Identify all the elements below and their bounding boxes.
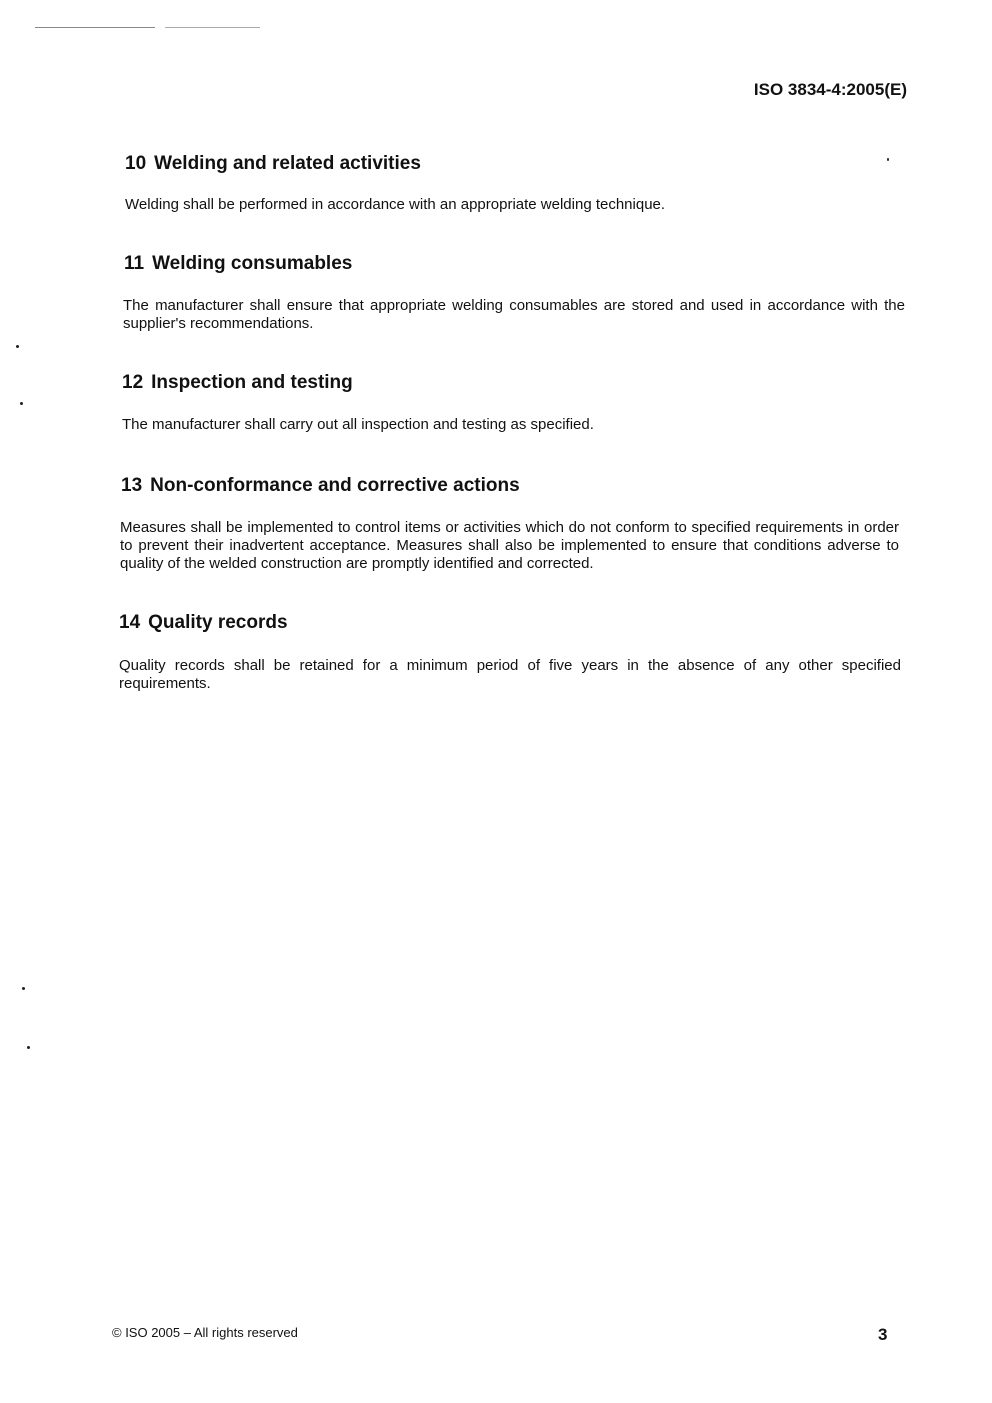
- section-title: Quality records: [148, 612, 288, 633]
- section-title: Welding consumables: [152, 253, 353, 274]
- copyright-notice: © ISO 2005 – All rights reserved: [112, 1325, 298, 1340]
- section-number: 12: [122, 372, 144, 393]
- section-body-12: The manufacturer shall carry out all inspection and testing as specified.: [122, 416, 594, 433]
- section-heading-10: [125, 153, 421, 175]
- section-heading-12: [122, 372, 353, 394]
- scan-speck: [22, 987, 25, 990]
- section-number: 10: [125, 153, 147, 174]
- section-title: Welding and related activities: [154, 153, 421, 174]
- section-heading-11: [124, 253, 352, 275]
- page-number: 3: [878, 1325, 888, 1344]
- section-body-14: Quality records shall be retained for a minimum period of five years in the absence of any other specified requirements.: [119, 657, 901, 692]
- section-heading-14: [119, 612, 288, 634]
- document-id: ISO 3834-4:2005(E): [753, 80, 907, 99]
- section-body-13: Measures shall be implemented to control items or activities which do not conform to specified requirements in order to prevent their inadvertent acceptance. Measures shall also be implemented to ensure that conditions adverse to quality of the welded construction are promptly identified and corrected.: [120, 519, 899, 572]
- section-title: Inspection and testing: [151, 372, 353, 393]
- section-body-11: The manufacturer shall ensure that appropriate welding consumables are stored and used in accordance with the supplier's recommendations.: [123, 297, 905, 332]
- scan-speck: [887, 158, 889, 161]
- scan-artifact: [35, 27, 155, 28]
- section-title: Non-conformance and corrective actions: [150, 475, 520, 496]
- scan-speck: [16, 345, 19, 348]
- section-number: 11: [124, 253, 145, 274]
- section-body-10: Welding shall be performed in accordance with an appropriate welding technique.: [125, 196, 666, 213]
- scan-speck: [20, 402, 23, 405]
- scan-artifact: [165, 27, 260, 28]
- section-number: 14: [119, 612, 141, 633]
- section-heading-13: [121, 475, 520, 497]
- section-number: 13: [121, 475, 143, 496]
- scan-speck: [27, 1046, 30, 1049]
